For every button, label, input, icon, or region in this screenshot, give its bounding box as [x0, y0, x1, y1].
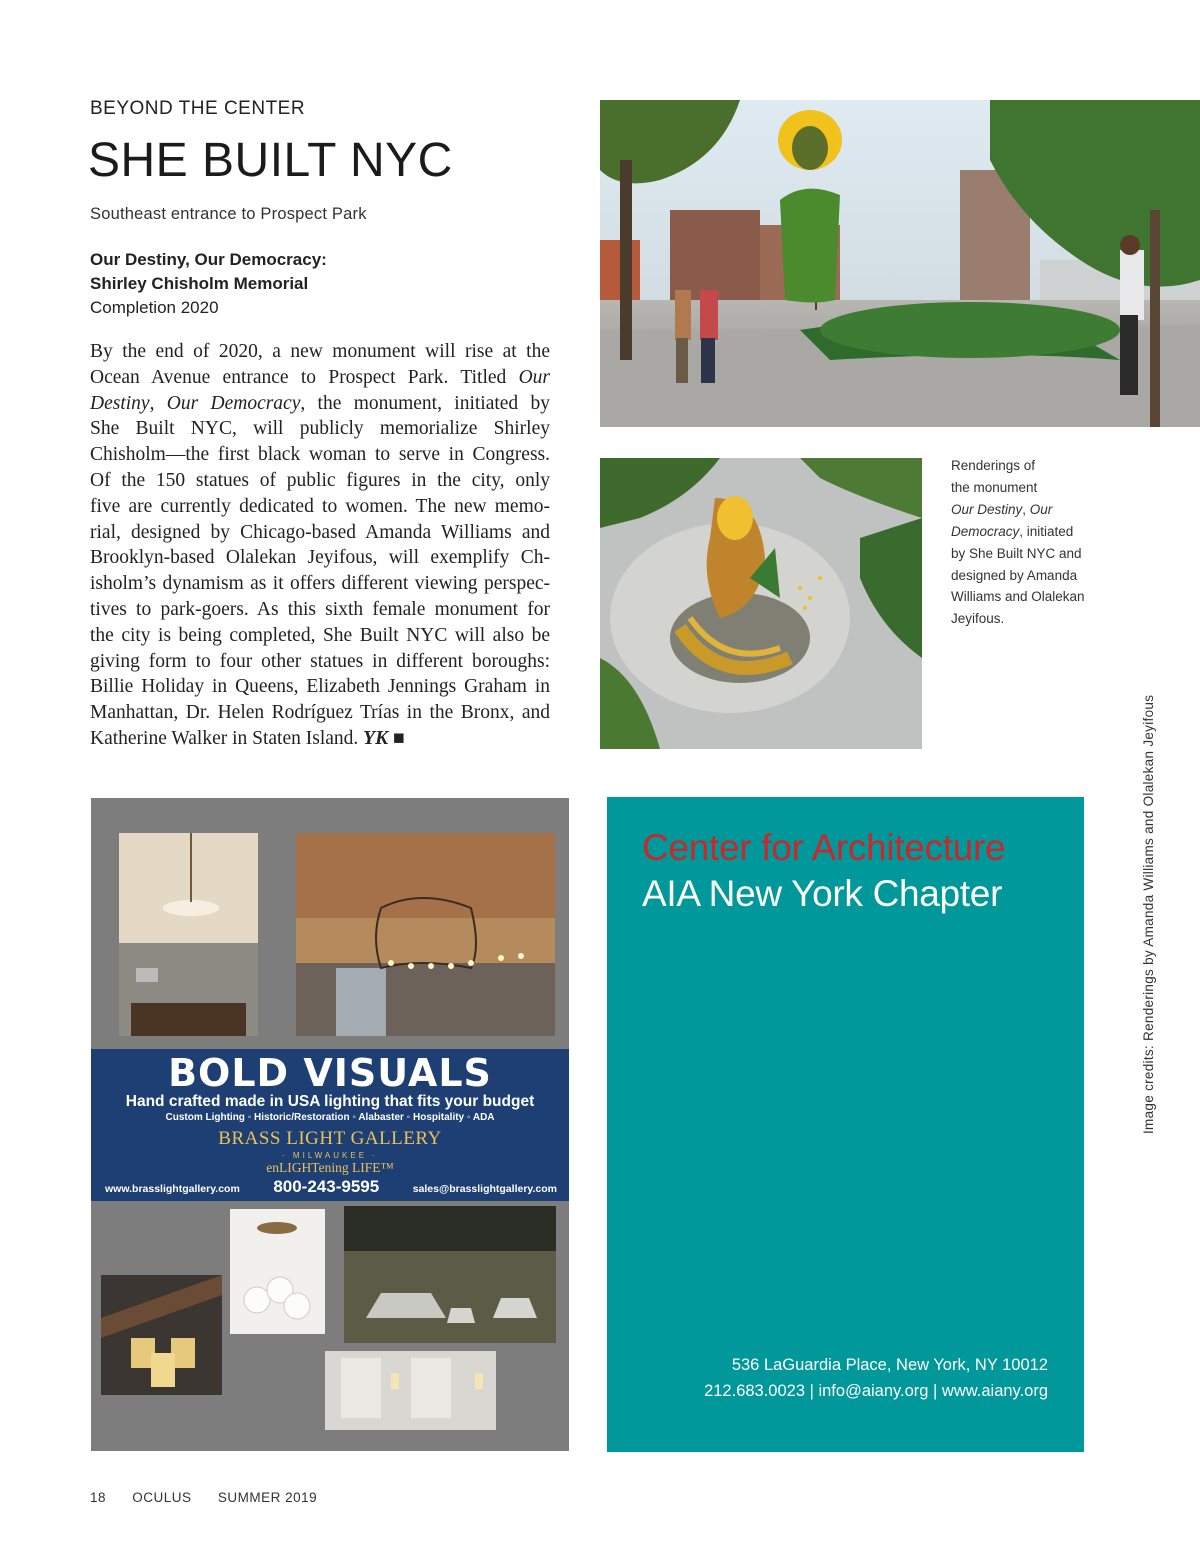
- article-body: [90, 339, 550, 752]
- body-line: isholm’s dynamism as it offers different viewing perspec-: [90, 573, 550, 595]
- end-mark: ■: [392, 727, 405, 749]
- publication-name: OCULUS: [132, 1490, 192, 1505]
- monument-aerial-rendering: [600, 458, 922, 749]
- issue-date: SUMMER 2019: [217, 1490, 318, 1505]
- ad-website-link[interactable]: www.brasslightgallery.com: [105, 1183, 240, 1195]
- ad-contacts[interactable]: 212.683.0023 | info@aiany.org | www.aiany.org: [704, 1382, 1048, 1400]
- ad-address: 536 LaGuardia Place, New York, NY 10012: [731, 1356, 1048, 1374]
- author-initials: YK: [363, 727, 389, 749]
- photo-caption: Renderings of the monument Our Destiny, Our Democracy, initiated by She Built NYC and designed by Amanda Williams and Olalekan Jeyifous.: [951, 458, 1085, 627]
- project-location: Southeast entrance to Prospect Park: [90, 205, 367, 223]
- ad-contact-row: [105, 1177, 557, 1197]
- body-line: Brooklyn-based Olalekan Jeyifous, will exemplify Ch-: [90, 547, 550, 569]
- ad-brand-logo: BRASS LIGHT GALLERY: [218, 1128, 442, 1149]
- body-line: Billie Holiday in Queens, Elizabeth Jennings Graham in: [90, 676, 550, 698]
- monument-street-rendering: [600, 100, 1200, 427]
- section-label: BEYOND THE CENTER: [90, 98, 306, 119]
- page-footer: [90, 1490, 339, 1505]
- ad-phone[interactable]: 800-243-9595: [273, 1177, 380, 1196]
- body-line: the city is being completed, She Built NYC will also be: [90, 624, 550, 646]
- project-completion: Completion 2020: [90, 298, 219, 317]
- body-line: By the end of 2020, a new monument will rise at the: [90, 341, 550, 362]
- body-line: rial, designed by Chicago-based Amanda Williams and: [90, 521, 550, 543]
- project-info: [90, 248, 327, 320]
- page-title: SHE BUILT NYC: [88, 134, 453, 187]
- body-line: Manhattan, Dr. Helen Rodríguez Trías in the Bronx, and: [90, 702, 550, 724]
- ad-brand-city: · MILWAUKEE ·: [282, 1151, 378, 1160]
- monument-street-rendering-image: [600, 100, 1200, 427]
- ad-headline: BOLD VISUALS: [168, 1051, 492, 1095]
- body-line: Destiny, Our Democracy, the monument, initiated by: [90, 392, 550, 414]
- body-line: tives to park-goers. As this sixth female monument for: [90, 598, 550, 620]
- monument-aerial-rendering-image: [600, 458, 922, 749]
- ad-org-chapter: AIA New York Chapter: [642, 873, 1003, 914]
- project-title-line1: Our Destiny, Our Democracy:: [90, 250, 327, 269]
- body-line: She Built NYC, will publicly memorialize Shirley: [90, 418, 550, 440]
- center-for-architecture-ad[interactable]: [607, 797, 1084, 1452]
- body-line: Katherine Walker in Staten Island. YK ■: [90, 727, 405, 749]
- page-number: 18: [90, 1490, 107, 1505]
- ad-tagline: Hand crafted made in USA lighting that fits your budget: [125, 1093, 535, 1110]
- ad-categories: Custom Lighting ◦ Historic/Restoration ◦ Alabaster ◦ Hospitality ◦ ADA: [165, 1112, 495, 1123]
- ad-banner[interactable]: [91, 1049, 569, 1201]
- body-line: Chisholm—the first black woman to serve in Congress.: [90, 444, 550, 466]
- image-credits: Image credits: Renderings by Amanda Williams and Olalekan Jeyifous: [1141, 694, 1156, 1134]
- ad-org-name: Center for Architecture: [642, 827, 1006, 868]
- body-line: Of the 150 statues of public figures in the city, only: [90, 469, 550, 491]
- body-line: giving form to four other statues in different boroughs:: [90, 650, 550, 672]
- body-line: Ocean Avenue entrance to Prospect Park. Titled Our: [90, 366, 550, 388]
- body-line: five are currently dedicated to women. The new memo-: [90, 495, 550, 517]
- ad-slogan: enLIGHTening LIFE™: [266, 1160, 394, 1175]
- ad-email-link[interactable]: sales@brasslightgallery.com: [412, 1183, 557, 1195]
- project-title-line2: Shirley Chisholm Memorial: [90, 274, 309, 293]
